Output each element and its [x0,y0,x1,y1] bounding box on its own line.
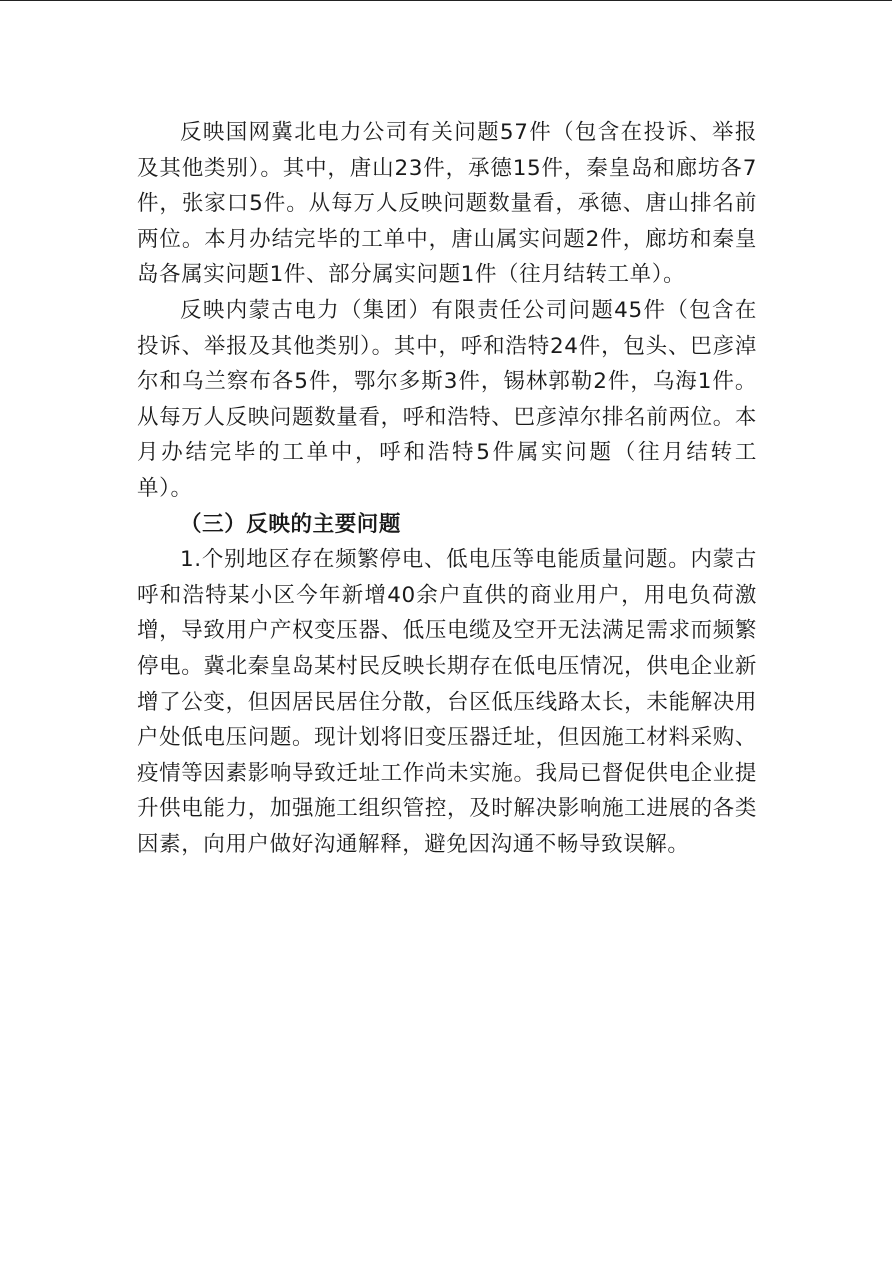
paragraph-inner-mongolia-power: 反映内蒙古电力（集团）有限责任公司问题45件（包含在投诉、举报及其他类别）。其中，呼和浩特24件，包头、巴彦淖尔和乌兰察布各5件，鄂尔多斯3件，锡林郭勒2件，乌海1件。从每万人反映问题数量看，呼和浩特、巴彦淖尔排名前两位。本月办结完毕的工单中，呼和浩特5件属实问题（往月结转工单）。 [137,297,757,501]
paragraph-issue-1: 1.个别地区存在频繁停电、低电压等电能质量问题。内蒙古呼和浩特某小区今年新增40余户直供的商业用户，用电负荷激增，导致用户产权变压器、低压电缆及空开无法满足需求而频繁停电。冀北秦皇岛某村民反映长期存在低电压情况，供电企业新增了公变，但因居民居住分散，台区低压线路太长，未能解决用户处低电压问题。现计划将旧变压器迁址，但因施工材料采购、疫情等因素影响导致迁址工作尚未实施。我局已督促供电企业提升供电能力，加强施工组织管控，及时解决影响施工进展的各类因素，向用户做好沟通解释，避免因沟通不畅导致误解。 [137,547,757,857]
document-body [137,115,757,862]
section-heading: （三）反映的主要问题 [180,511,402,537]
paragraph-jibei-power: 反映国网冀北电力公司有关问题57件（包含在投诉、举报及其他类别）。其中，唐山23件，承德15件，秦皇岛和廊坊各7件，张家口5件。从每万人反映问题数量看，承德、唐山排名前两位。本月办结完毕的工单中，唐山属实问题2件，廊坊和秦皇岛各属实问题1件、部分属实问题1件（往月结转工单）。 [137,120,757,288]
